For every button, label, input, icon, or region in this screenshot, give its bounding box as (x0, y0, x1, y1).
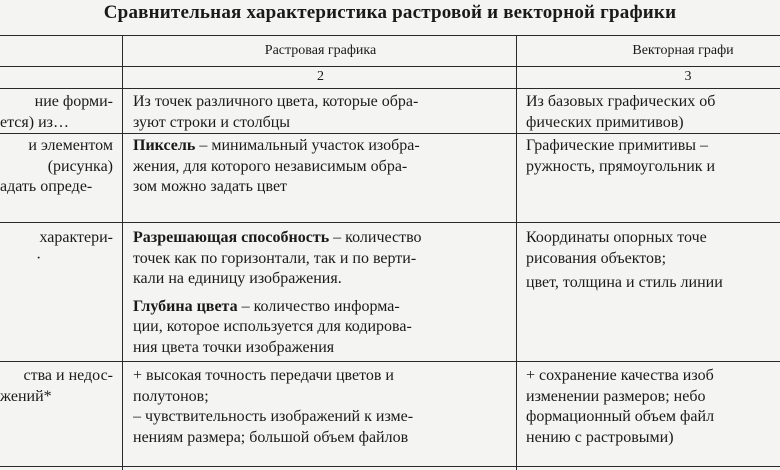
row3-raster: Разрешающая способность – количество точек как по горизонтали, так и по верти- кали на единицу изображения. Глубина цвета – количество информа- ции, которое используется для кодирова- ния цвета точки изображения (133, 229, 422, 356)
row4-label: ства и недос- жений* (0, 367, 113, 405)
row-divider-3 (0, 361, 780, 362)
row4-vector: + сохранение качества изоб изменении размеров; небо формационный объем файл нению с растровыми) (526, 367, 715, 446)
row2-vector: Графические примитивы – ружность, прямоугольник и (526, 137, 716, 175)
header-vector: Векторная графи (632, 43, 734, 58)
row1-label: ние форми- ется) из… (0, 93, 113, 131)
term-color-depth: Глубина цвета (133, 297, 238, 315)
page-title: Сравнительная характеристика растровой и векторной графики (103, 2, 677, 23)
column-divider-1 (122, 35, 123, 470)
row2-label: и элементом (рисунка) адать опреде- (0, 137, 113, 195)
row3-vector: Координаты опорных точе рисования объектов; цвет, толщина и стиль линии (526, 229, 723, 291)
number-row-divider (0, 88, 780, 89)
row1-raster: Из точек различного цвета, которые обра- зуют строки и столбцы (133, 93, 419, 131)
row-divider-1 (0, 133, 780, 134)
row1-vector: Из базовых графических об фических примитивов) (526, 93, 716, 131)
table-top-border (0, 35, 780, 36)
row4-raster: + высокая точность передачи цветов и полутонов; – чувствительность изображений к изме- нениям размера; большой объем файлов (133, 367, 414, 446)
row-divider-2 (0, 222, 780, 223)
column-number-3: 3 (684, 69, 692, 84)
row2-raster: Пиксель – минимальный участок изобра- жения, для которого независимым обра- зом можно задать цвет (133, 137, 420, 195)
table-bottom-border (0, 466, 780, 467)
term-resolution: Разрешающая способность (133, 229, 330, 246)
header-raster: Растровая графика (264, 43, 377, 58)
column-number-2: 2 (317, 69, 324, 84)
term-pixel: Пиксель (133, 137, 196, 154)
column-divider-2 (516, 35, 517, 470)
row3-label: характери- · (36, 229, 113, 267)
